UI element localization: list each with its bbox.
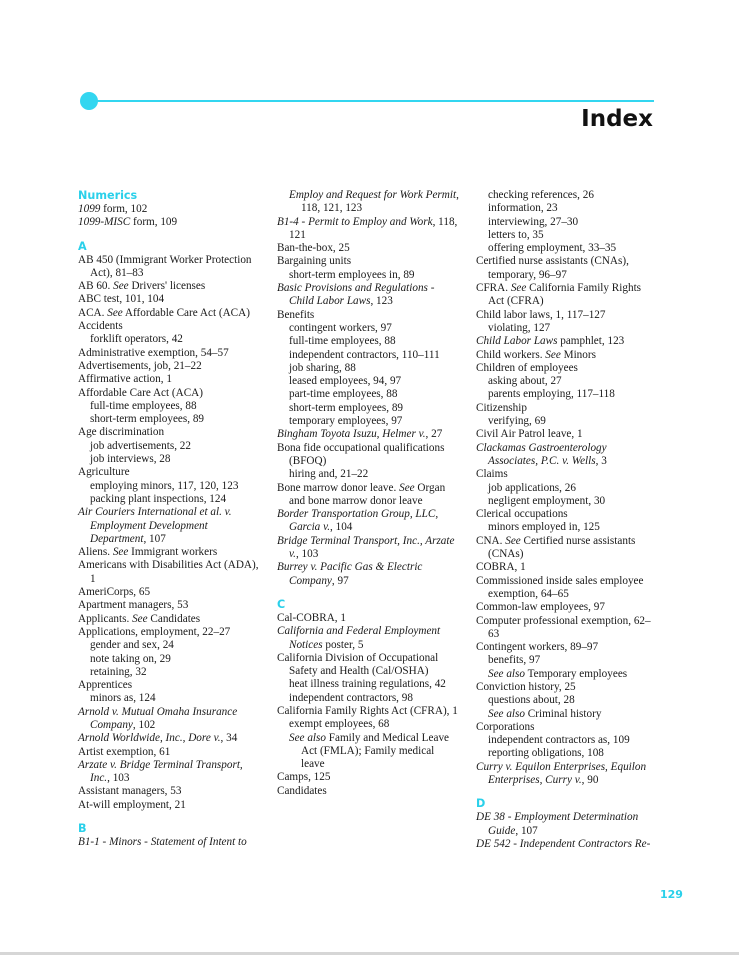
index-subentry (277, 375, 459, 388)
index-entry (476, 362, 658, 375)
index-entry (277, 428, 459, 441)
index-entry (476, 309, 658, 322)
index-subentry (476, 375, 658, 388)
entry-text: Affordable Care Act (ACA) (78, 386, 203, 399)
entry-text: contingent workers, 97 (289, 321, 392, 334)
entry-text: Ban-the-box, 25 (277, 242, 350, 255)
index-entry (78, 466, 260, 479)
entry-text: Americans with Disabilities Act (ADA), 1 (78, 559, 259, 585)
index-entry (78, 373, 260, 386)
entry-text: Civil Air Patrol leave, 1 (476, 428, 583, 441)
index-subentry (78, 653, 260, 666)
entry-text: Corporations (476, 720, 535, 733)
index-subentry (277, 402, 459, 415)
index-entry (78, 293, 260, 306)
index-subentry (78, 480, 260, 493)
entry-text: full-time employees, 88 (90, 399, 197, 412)
section-heading: D (476, 797, 486, 811)
entry-text: job sharing, 88 (289, 361, 356, 374)
index-entry (476, 335, 658, 348)
index-subentry (476, 242, 658, 255)
index-entry (277, 652, 459, 679)
entry-text: offering employment, 33–35 (488, 242, 617, 255)
entry-text: Employ and Request for Work Permit (289, 189, 457, 201)
entry-text: benefits, 97 (488, 654, 541, 667)
entry-text: Bridge Terminal Transport, Inc., Arzate v. (277, 534, 455, 561)
entry-text: Bingham Toyota Isuzu, Helmer v. (277, 428, 426, 441)
entry-text: hiring and, 21–22 (289, 468, 369, 481)
entry-text: Candidates (147, 612, 201, 625)
entry-text: Bargaining units (277, 255, 352, 268)
entry-text: AB 60. (78, 280, 114, 293)
entry-text: information, 23 (488, 202, 558, 215)
index-entry (78, 785, 260, 798)
index-subentry (78, 333, 260, 346)
entry-text: Family and Medical Leave Act (FMLA); Family medical leave (301, 731, 450, 771)
index-entry (277, 216, 459, 243)
index-column-2 (277, 189, 459, 798)
entry-text: Affirmative action, 1 (78, 373, 172, 386)
entry-text: See also (488, 707, 525, 720)
entry-text: parents employing, 117–118 (488, 388, 615, 401)
index-subentry (277, 362, 459, 375)
entry-text: Child labor laws, 1, 117–127 (476, 308, 606, 321)
entry-text: See (510, 282, 527, 295)
index-entry (78, 506, 260, 546)
index-entry (277, 309, 459, 322)
index-subentry (78, 692, 260, 705)
entry-text: Criminal history (524, 707, 602, 720)
entry-text: questions about, 28 (488, 694, 575, 707)
page-title: Index (581, 106, 653, 132)
entry-text: See (399, 481, 415, 494)
index-entry (277, 255, 459, 268)
index-subentry (476, 521, 658, 534)
entry-text: Apprentices (78, 679, 133, 692)
index-subentry (476, 189, 658, 202)
index-subentry (476, 322, 658, 335)
entry-text: forklift operators, 42 (90, 333, 183, 346)
entry-text: form, 109 (130, 216, 178, 229)
index-subentry (78, 413, 260, 426)
index-entry (476, 601, 658, 614)
entry-text: Child Labor Laws (476, 335, 558, 348)
entry-text: Artist exemption, 61 (78, 745, 171, 758)
entry-text: California Family Rights Act (CFRA) (488, 282, 642, 308)
index-entry (78, 799, 260, 812)
entry-text: temporary employees, 97 (289, 415, 403, 428)
index-subentry (277, 349, 459, 362)
index-subentry (277, 388, 459, 401)
entry-text: Temporary employees (524, 667, 628, 680)
index-entry (78, 426, 260, 439)
index-subentry (476, 708, 658, 721)
index-entry (277, 482, 459, 509)
entry-text: short-term employees, 89 (90, 413, 205, 426)
index-subentry (476, 495, 658, 508)
entry-text: Children of employees (476, 361, 578, 374)
entry-text: , 97 (331, 574, 349, 587)
entry-text: Bone marrow donor leave. (277, 481, 400, 494)
index-subentry (78, 453, 260, 466)
index-subentry (476, 202, 658, 215)
index-entry (78, 599, 260, 612)
entry-text: , 102 (132, 718, 156, 731)
entry-text: Clerical occupations (476, 508, 568, 521)
index-subentry (277, 415, 459, 428)
entry-text: 1099-MISC (78, 216, 131, 229)
index-entry (78, 387, 260, 400)
index-subentry (277, 269, 459, 282)
entry-text: Border Transportation Group, LLC, Garcia v. (277, 508, 439, 534)
entry-text: At-will employment, 21 (78, 798, 186, 811)
entry-text: , 118, 121, 123 (301, 189, 459, 215)
index-entry (78, 836, 260, 849)
entry-text: California and Federal Employment Notices (277, 625, 441, 651)
entry-text: , 90 (581, 774, 599, 787)
section-heading: A (78, 239, 87, 253)
index-entry (78, 613, 260, 626)
entry-text: retaining, 32 (90, 665, 147, 678)
section-heading: C (277, 597, 286, 611)
index-subentry (277, 678, 459, 691)
entry-text: , 34 (220, 732, 238, 745)
entry-text: See (112, 546, 129, 559)
entry-text: Administrative exemption, 54–57 (78, 346, 229, 359)
index-entry (476, 468, 658, 481)
entry-text: pamphlet, 123 (557, 335, 625, 348)
index-entry (78, 280, 260, 293)
entry-text: reporting obligations, 108 (488, 747, 604, 760)
entry-text: Benefits (277, 308, 315, 321)
entry-text: 1099 (78, 203, 101, 215)
index-entry (277, 282, 459, 309)
entry-text: Contingent workers, 89–97 (476, 641, 599, 654)
entry-text: , 104 (330, 521, 353, 534)
index-entry (78, 203, 260, 216)
index-entry (476, 508, 658, 521)
entry-text: Bona fide occupational qualifications (BFOQ) (277, 441, 445, 467)
entry-text: Apartment managers, 53 (78, 599, 189, 612)
header-rule-line (96, 100, 654, 102)
entry-text: DE 542 - Independent Contractors Re- (476, 837, 651, 850)
entry-text: Immigrant workers (128, 546, 218, 559)
index-entry (277, 625, 459, 652)
index-entry (78, 679, 260, 692)
index-subentry (476, 415, 658, 428)
section-heading: Numerics (78, 189, 138, 202)
entry-text: Common-law employees, 97 (476, 601, 605, 614)
entry-text: CNA. (476, 534, 506, 547)
entry-text: short-term employees, 89 (289, 401, 404, 414)
entry-text: part-time employees, 88 (289, 388, 398, 401)
entry-text: See (107, 306, 123, 319)
entry-text: independent contractors as, 109 (488, 734, 630, 747)
index-subentry (476, 694, 658, 707)
index-entry (78, 586, 260, 599)
entry-text: Drivers' licenses (128, 280, 206, 293)
entry-text: , 123 (370, 295, 393, 308)
entry-text: California Division of Occupational Safety and Health (Cal/OSHA) (277, 651, 439, 678)
entry-text: Agriculture (78, 466, 130, 479)
entry-text: exempt employees, 68 (289, 718, 390, 731)
entry-text: See also (289, 731, 326, 744)
index-subentry (277, 322, 459, 335)
index-subentry (476, 388, 658, 401)
entry-text: short-term employees in, 89 (289, 268, 415, 281)
entry-text: Certified nurse assistants (CNAs) (488, 534, 636, 561)
index-entry (277, 508, 459, 535)
entry-text: Applicants. (78, 612, 133, 625)
index-entry (277, 242, 459, 255)
entry-text: Clackamas Gastroenterology Associates, P.C. v. Wells (476, 441, 607, 467)
index-entry (78, 320, 260, 333)
index-entry (78, 216, 260, 229)
entry-text: note taking on, 29 (90, 652, 171, 665)
entry-text: , 27 (425, 428, 443, 441)
index-subentry (78, 639, 260, 652)
entry-text: full-time employees, 88 (289, 335, 396, 348)
entry-text: AmeriCorps, 65 (78, 586, 151, 599)
index-subentry (277, 718, 459, 731)
index-subentry (476, 734, 658, 747)
index-entry (476, 761, 658, 788)
index-entry (476, 349, 658, 362)
entry-text: Certified nurse assistants (CNAs), temporary, 96–97 (476, 255, 629, 281)
entry-text: DE 38 - Employment Determination Guide (476, 811, 639, 837)
index-entry (78, 360, 260, 373)
entry-text: verifying, 69 (488, 415, 546, 428)
entry-text: ACA. (78, 306, 108, 319)
entry-text: Cal-COBRA, 1 (277, 611, 346, 624)
entry-text: AB 450 (Immigrant Worker Protection Act), 81–83 (78, 253, 252, 279)
index-entry (277, 771, 459, 784)
entry-text: Basic Provisions and Regulations - Child Labor Laws (277, 282, 435, 308)
entry-text: negligent employment, 30 (488, 494, 606, 507)
index-subentry (476, 668, 658, 681)
entry-text: , 118, 121 (289, 215, 458, 241)
index-entry (476, 575, 658, 602)
index-entry (476, 255, 658, 282)
index-subentry (78, 666, 260, 679)
entry-text: asking about, 27 (488, 375, 562, 388)
index-subentry (277, 468, 459, 481)
index-entry (78, 626, 260, 639)
entry-text: Claims (476, 468, 508, 481)
index-entry (78, 732, 260, 745)
index-entry (78, 307, 260, 320)
index-entry (78, 706, 260, 733)
entry-text: job advertisements, 22 (90, 439, 191, 452)
index-entry (476, 641, 658, 654)
index-entry (476, 615, 658, 642)
entry-text: gender and sex, 24 (90, 639, 174, 652)
index-entry (476, 838, 658, 851)
entry-text: CFRA. (476, 282, 511, 295)
entry-text: checking references, 26 (488, 189, 594, 201)
page-number: 129 (660, 888, 683, 901)
index-entry (277, 705, 459, 718)
entry-text: letters to, 35 (488, 228, 544, 241)
entry-text: , 107 (515, 824, 538, 837)
entry-text: employing minors, 117, 120, 123 (90, 479, 239, 492)
index-entry (476, 721, 658, 734)
entry-text: Organ and bone marrow donor leave (289, 481, 446, 507)
entry-text: interviewing, 27–30 (488, 215, 579, 228)
index-entry (476, 561, 658, 574)
index-subentry (277, 189, 459, 216)
entry-text: B1-1 - Minors - Statement of Intent to (78, 836, 247, 849)
index-entry (476, 535, 658, 562)
entry-text: Affordable Care Act (ACA) (122, 306, 250, 319)
entry-text: ABC test, 101, 104 (78, 293, 165, 306)
entry-text: See (505, 534, 521, 547)
entry-text: heat illness training regulations, 42 (289, 678, 446, 691)
index-subentry (277, 335, 459, 348)
index-entry (476, 402, 658, 415)
index-column-1 (78, 189, 260, 849)
entry-text: minors employed in, 125 (488, 521, 600, 534)
index-entry (277, 535, 459, 562)
entry-text: Child workers. (476, 348, 546, 361)
index-entry (476, 282, 658, 309)
entry-text: job applications, 26 (488, 481, 576, 494)
entry-text: , 103 (295, 548, 319, 561)
entry-text: Computer professional exemption, 62–63 (476, 614, 651, 640)
index-entry (277, 785, 459, 798)
section-heading: B (78, 822, 87, 836)
entry-text: , 103 (107, 772, 130, 785)
index-subentry (277, 692, 459, 705)
entry-text: independent contractors, 98 (289, 691, 413, 704)
index-entry (277, 442, 459, 469)
entry-text: Accidents (78, 320, 123, 333)
entry-text: independent contractors, 110–111 (289, 348, 440, 361)
index-entry (476, 428, 658, 441)
index-subentry (78, 493, 260, 506)
entry-text: Conviction history, 25 (476, 680, 576, 693)
index-entry (277, 561, 459, 588)
index-subentry (78, 400, 260, 413)
entry-text: COBRA, 1 (476, 561, 526, 574)
index-subentry (277, 732, 459, 772)
entry-text: California Family Rights Act (CFRA), 1 (277, 704, 458, 717)
index-entry (78, 759, 260, 786)
entry-text: Arnold v. Mutual Omaha Insurance Company (78, 705, 238, 731)
entry-text: form, 102 (100, 203, 148, 215)
entry-text: packing plant inspections, 124 (90, 492, 227, 505)
index-column-3 (476, 189, 658, 851)
index-entry (78, 746, 260, 759)
entry-text: Camps, 125 (277, 771, 331, 784)
entry-text: Aliens. (78, 546, 113, 559)
entry-text: Candidates (277, 784, 327, 797)
entry-text: Assistant managers, 53 (78, 785, 182, 798)
index-entry (78, 254, 260, 281)
entry-text: Arnold Worldwide, Inc., Dore v. (78, 732, 221, 745)
entry-text: , 3 (595, 454, 607, 467)
entry-text: Air Couriers International et al. v. Employment Development Department (78, 506, 232, 545)
entry-text: job interviews, 28 (90, 453, 171, 466)
index-subentry (476, 482, 658, 495)
index-entry (78, 347, 260, 360)
entry-text: minors as, 124 (90, 692, 156, 705)
entry-text: Burrey v. Pacific Gas & Electric Company (277, 561, 423, 587)
index-subentry (78, 440, 260, 453)
entry-text: See (545, 348, 561, 361)
index-entry (476, 681, 658, 694)
entry-text: Arzate v. Bridge Terminal Transport, Inc. (78, 758, 243, 785)
index-entry (277, 612, 459, 625)
entry-text: Citizenship (476, 401, 527, 414)
entry-text: Minors (560, 348, 596, 361)
entry-text: violating, 127 (488, 321, 551, 334)
index-entry (78, 559, 260, 586)
entry-text: leased employees, 94, 97 (289, 375, 402, 388)
entry-text: , 107 (143, 532, 166, 545)
entry-text: Curry v. Equilon Enterprises, Equilon Enterprises, Curry v. (476, 760, 647, 787)
index-subentry (476, 216, 658, 229)
index-entry (78, 546, 260, 559)
index-subentry (476, 654, 658, 667)
entry-text: Commissioned inside sales employee exemption, 64–65 (476, 574, 644, 600)
entry-text: See also (488, 667, 525, 680)
index-entry (476, 811, 658, 838)
index-entry (476, 442, 658, 469)
entry-text: Age discrimination (78, 426, 165, 439)
entry-text: poster, 5 (322, 638, 364, 651)
index-subentry (476, 747, 658, 760)
entry-text: Advertisements, job, 21–22 (78, 359, 202, 372)
entry-text: See (132, 612, 148, 625)
entry-text: See (113, 280, 129, 293)
entry-text: Applications, employment, 22–27 (78, 625, 231, 638)
index-subentry (476, 229, 658, 242)
entry-text: B1-4 - Permit to Employ and Work (277, 215, 433, 228)
